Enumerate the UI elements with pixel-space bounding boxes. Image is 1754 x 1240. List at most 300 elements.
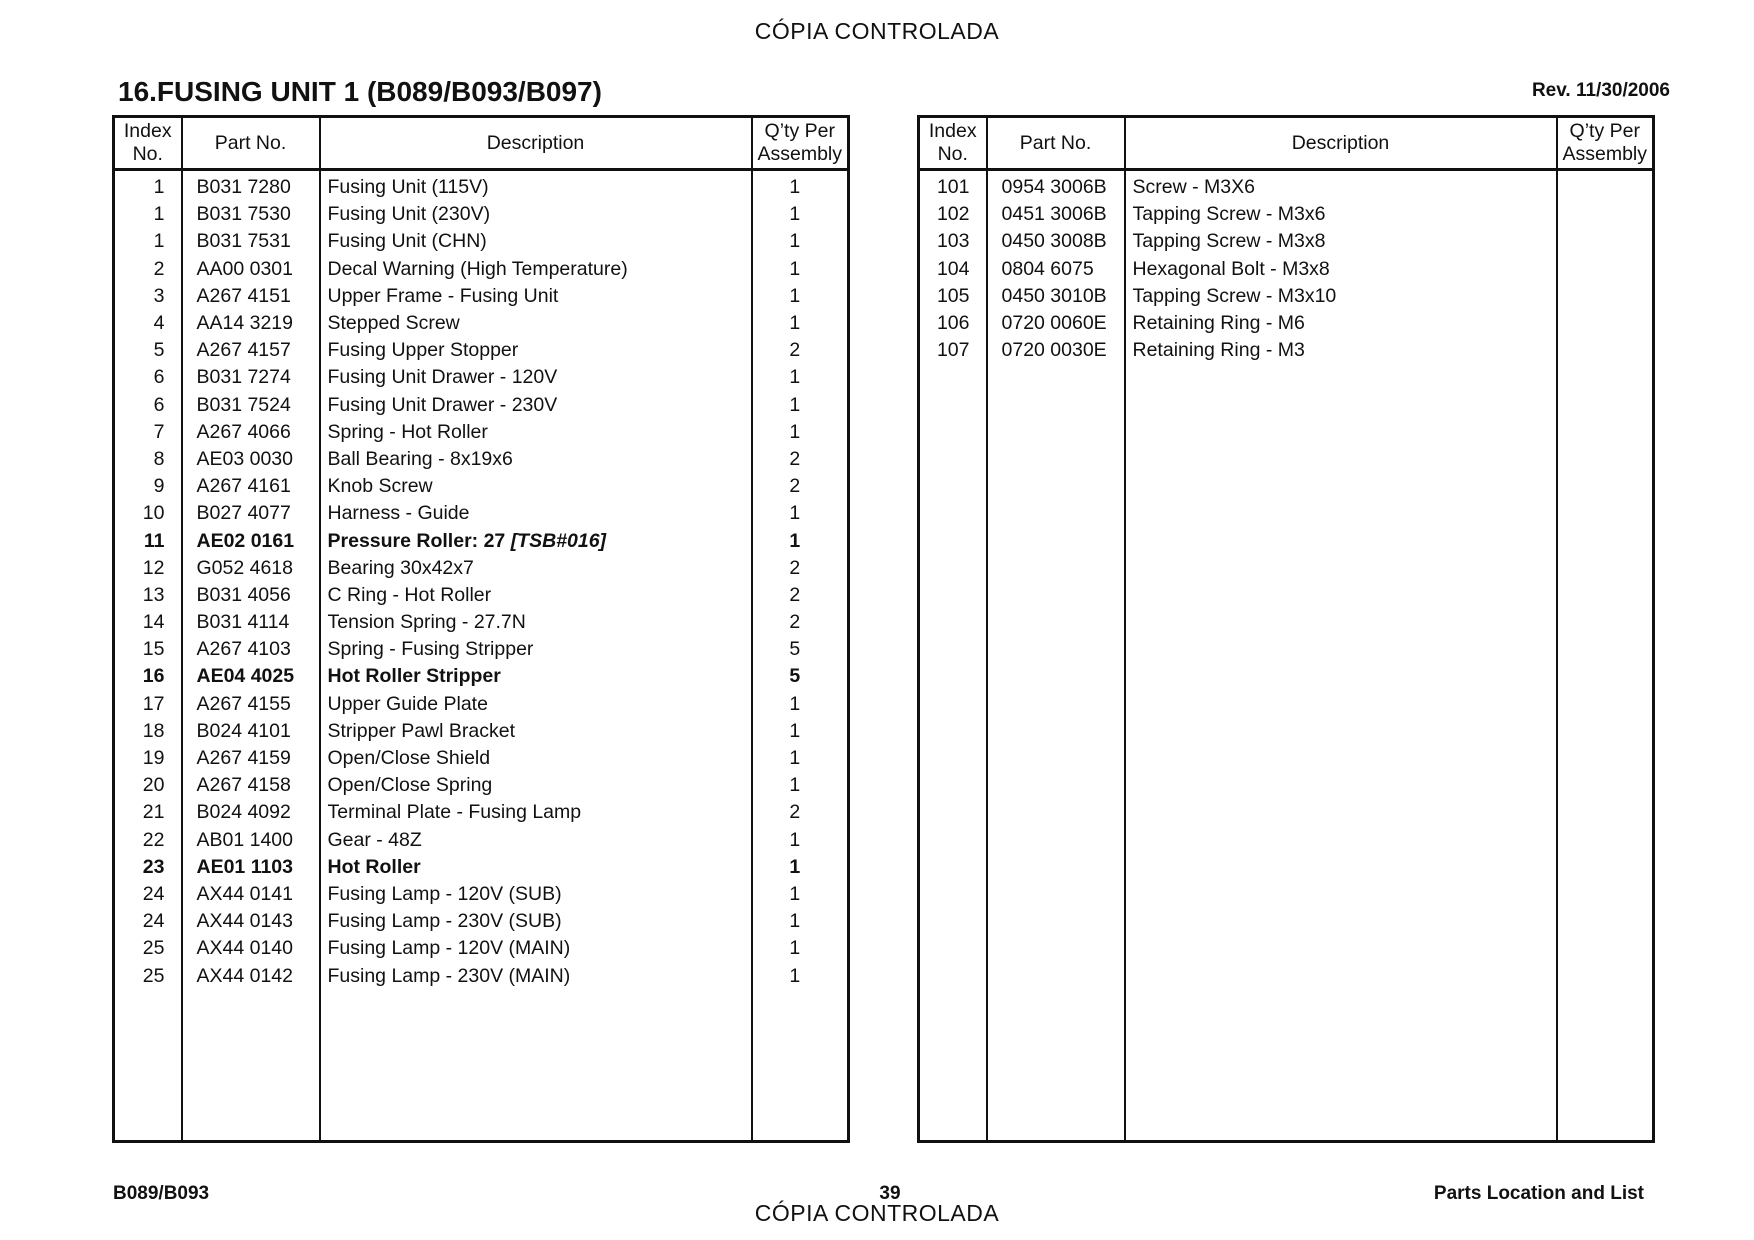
qty-cell-text: 1 <box>789 366 801 389</box>
qty-cell-text: 1 <box>789 719 801 742</box>
table-row <box>114 799 849 826</box>
part-number-cell <box>182 609 320 636</box>
index-cell-text: 6 <box>153 366 165 389</box>
part-number-cell <box>182 419 320 446</box>
empty-cell <box>114 990 182 1142</box>
description-cell-text: Spring - Fusing Stripper <box>327 638 534 661</box>
part-number-cell <box>987 283 1125 310</box>
description-cell-text: Tapping Screw - M3x6 <box>1132 203 1326 226</box>
index-cell <box>114 799 182 826</box>
index-cell <box>114 555 182 582</box>
part-number-cell <box>182 718 320 745</box>
header-description: Description <box>1125 117 1557 170</box>
table-row <box>114 745 849 772</box>
index-cell <box>114 827 182 854</box>
part-number-cell-text: AX44 0140 <box>196 937 294 960</box>
header-qty-line2: Assembly <box>757 143 843 165</box>
index-cell-text: 18 <box>142 719 165 742</box>
qty-cell <box>752 718 849 745</box>
part-number-cell <box>182 310 320 337</box>
description-cell-text: Fusing Lamp - 120V (SUB) <box>327 882 562 905</box>
part-number-cell <box>182 881 320 908</box>
qty-cell <box>752 201 849 228</box>
part-number-cell <box>182 854 320 881</box>
qty-cell <box>752 364 849 391</box>
index-cell <box>114 500 182 527</box>
description-cell-text: Open/Close Spring <box>327 774 493 797</box>
qty-cell <box>752 473 849 500</box>
table-row <box>919 337 1654 364</box>
table-row <box>919 228 1654 255</box>
qty-cell-text: 2 <box>789 339 801 362</box>
qty-cell <box>752 337 849 364</box>
index-cell-text: 5 <box>153 339 165 362</box>
qty-cell-text: 2 <box>789 556 801 579</box>
part-number-cell-text: B024 4092 <box>196 801 291 824</box>
index-cell <box>919 337 987 364</box>
description-cell <box>320 636 752 663</box>
description-cell <box>1125 283 1557 310</box>
index-cell <box>919 310 987 337</box>
index-cell <box>919 228 987 255</box>
description-cell-text: Fusing Lamp - 230V (SUB) <box>327 910 562 933</box>
description-cell-text: Fusing Unit (115V) <box>327 176 489 199</box>
part-number-cell-text: B031 7280 <box>196 176 291 199</box>
part-number-cell-text: AX44 0142 <box>196 964 294 987</box>
part-number-cell-text: AA00 0301 <box>196 257 294 280</box>
index-cell-text: 20 <box>142 774 165 797</box>
table-row <box>919 310 1654 337</box>
index-cell-text: 15 <box>142 638 165 661</box>
empty-cell <box>182 990 320 1142</box>
header-qty <box>1557 117 1654 170</box>
header-qty <box>752 117 849 170</box>
index-cell <box>114 473 182 500</box>
qty-cell <box>752 636 849 663</box>
description-cell <box>320 500 752 527</box>
description-cell-text: Screw - M3X6 <box>1132 176 1255 199</box>
description-cell <box>1125 228 1557 255</box>
part-number-cell-text: B031 7524 <box>196 393 291 416</box>
index-cell <box>114 527 182 554</box>
qty-cell <box>752 962 849 989</box>
description-cell <box>320 170 752 202</box>
qty-cell <box>1557 283 1654 310</box>
description-cell-text: Terminal Plate - Fusing Lamp <box>327 801 582 824</box>
part-number-cell <box>182 799 320 826</box>
description-cell <box>320 691 752 718</box>
qty-cell-text: 1 <box>789 312 801 335</box>
table-row <box>114 201 849 228</box>
part-number-cell-text: A267 4103 <box>196 638 291 661</box>
empty-cell <box>752 990 849 1142</box>
description-cell <box>1125 256 1557 283</box>
index-cell <box>114 419 182 446</box>
part-number-cell-text: AX44 0143 <box>196 910 294 933</box>
index-cell-text: 103 <box>936 230 970 253</box>
description-cell <box>320 718 752 745</box>
table-header-row <box>114 117 849 170</box>
table-row <box>919 283 1654 310</box>
qty-cell <box>752 935 849 962</box>
index-cell <box>114 256 182 283</box>
table-row <box>114 908 849 935</box>
table-row <box>114 337 849 364</box>
index-cell <box>114 283 182 310</box>
footer-model: B089/B093 <box>113 1183 210 1204</box>
description-cell <box>320 582 752 609</box>
index-cell <box>919 201 987 228</box>
table-row <box>114 392 849 419</box>
part-number-cell-text: B027 4077 <box>196 502 291 525</box>
description-cell <box>320 337 752 364</box>
part-number-cell <box>182 446 320 473</box>
header-index <box>919 117 987 170</box>
index-cell-text: 25 <box>142 937 165 960</box>
index-cell <box>919 170 987 202</box>
qty-cell-text: 1 <box>789 910 801 933</box>
table-row <box>114 881 849 908</box>
description-cell-text: Fusing Upper Stopper <box>327 339 519 362</box>
part-number-cell-text: 0450 3008B <box>1001 230 1107 253</box>
description-cell <box>320 256 752 283</box>
table-row <box>114 663 849 690</box>
description-cell <box>320 310 752 337</box>
qty-cell <box>752 500 849 527</box>
description-cell <box>320 283 752 310</box>
part-number-cell <box>987 170 1125 202</box>
index-cell <box>114 636 182 663</box>
description-cell <box>320 881 752 908</box>
part-number-cell-text: A267 4155 <box>196 692 291 715</box>
header-qty-line1: Q’ty Per <box>1569 120 1640 142</box>
qty-cell-text: 5 <box>789 665 801 688</box>
part-number-cell <box>987 201 1125 228</box>
part-number-cell <box>182 582 320 609</box>
description-cell-text: Hot Roller <box>327 855 421 878</box>
revision-date: Rev. 11/30/2006 <box>1531 80 1670 101</box>
description-cell <box>320 908 752 935</box>
table-row <box>114 364 849 391</box>
index-cell <box>114 228 182 255</box>
part-number-cell-text: AA14 3219 <box>196 312 294 335</box>
index-cell-text: 24 <box>142 910 165 933</box>
empty-filler-row <box>919 364 1654 1141</box>
description-cell <box>1125 201 1557 228</box>
empty-cell <box>919 364 987 1141</box>
qty-cell-text: 1 <box>789 529 801 552</box>
description-cell <box>320 827 752 854</box>
qty-cell <box>752 228 849 255</box>
part-number-cell-text: B031 4114 <box>196 611 290 634</box>
part-number-cell <box>182 256 320 283</box>
part-number-cell-text: A267 4159 <box>196 747 291 770</box>
description-cell <box>320 555 752 582</box>
index-cell-text: 3 <box>153 284 165 307</box>
qty-cell-text: 2 <box>789 475 801 498</box>
index-cell-text: 9 <box>153 475 165 498</box>
description-cell-text: Tension Spring - 27.7N <box>327 611 526 634</box>
qty-cell <box>752 256 849 283</box>
qty-cell-text: 1 <box>789 964 801 987</box>
description-cell <box>1125 170 1557 202</box>
description-cell-text: Fusing Unit Drawer - 230V <box>327 393 558 416</box>
index-cell <box>114 935 182 962</box>
index-cell-text: 6 <box>153 393 165 416</box>
table-row <box>114 772 849 799</box>
table-row <box>114 935 849 962</box>
description-cell <box>320 201 752 228</box>
index-cell <box>114 201 182 228</box>
part-number-cell-text: B031 7274 <box>196 366 291 389</box>
part-number-cell-text: 0804 6075 <box>1001 257 1094 280</box>
qty-cell <box>1557 256 1654 283</box>
empty-cell <box>1125 364 1557 1141</box>
description-cell <box>1125 310 1557 337</box>
header-index-line1: Index <box>928 120 977 142</box>
watermark-bottom: CÓPIA CONTROLADA <box>754 1200 1000 1226</box>
description-cell-text: Hexagonal Bolt - M3x8 <box>1132 257 1330 280</box>
index-cell <box>114 745 182 772</box>
index-cell-text: 7 <box>153 420 165 443</box>
description-cell <box>320 527 752 554</box>
part-number-cell <box>987 228 1125 255</box>
index-cell <box>114 582 182 609</box>
qty-cell <box>752 609 849 636</box>
part-number-cell-text: 0720 0030E <box>1001 339 1107 362</box>
description-cell-text: Decal Warning (High Temperature) <box>327 257 628 280</box>
index-cell <box>114 881 182 908</box>
table-row <box>919 256 1654 283</box>
qty-cell-text: 1 <box>789 882 801 905</box>
index-cell-text: 1 <box>153 230 165 253</box>
description-cell <box>320 364 752 391</box>
part-number-cell-text: AE03 0030 <box>196 447 294 470</box>
index-cell-text: 25 <box>142 964 165 987</box>
index-cell-text: 14 <box>142 611 165 634</box>
index-cell <box>114 609 182 636</box>
qty-cell <box>1557 228 1654 255</box>
qty-cell <box>752 419 849 446</box>
index-cell <box>114 170 182 202</box>
index-cell-text: 11 <box>143 529 165 552</box>
description-cell-text: Spring - Hot Roller <box>327 420 488 443</box>
empty-cell <box>320 990 752 1142</box>
table-row <box>114 582 849 609</box>
part-number-cell-text: A267 4157 <box>196 339 291 362</box>
part-number-cell <box>987 310 1125 337</box>
description-cell <box>320 854 752 881</box>
description-cell <box>1125 337 1557 364</box>
table-row <box>919 201 1654 228</box>
table-row <box>114 500 849 527</box>
qty-cell <box>752 392 849 419</box>
table-header-row <box>919 117 1654 170</box>
footer-section: Parts Location and List <box>1433 1183 1644 1204</box>
header-index-line2: No. <box>132 143 163 165</box>
qty-cell <box>752 881 849 908</box>
index-cell <box>114 663 182 690</box>
index-cell <box>114 392 182 419</box>
qty-cell <box>1557 170 1654 202</box>
description-cell-text: Fusing Unit (230V) <box>327 203 491 226</box>
description-cell-text: Bearing 30x42x7 <box>327 556 474 579</box>
index-cell-text: 22 <box>142 828 165 851</box>
index-cell-text: 104 <box>936 257 970 280</box>
part-number-cell <box>182 170 320 202</box>
part-number-cell <box>182 827 320 854</box>
qty-cell-text: 1 <box>789 203 801 226</box>
index-cell-text: 1 <box>153 203 165 226</box>
table-row <box>114 310 849 337</box>
part-number-cell <box>182 527 320 554</box>
index-cell-text: 12 <box>142 556 165 579</box>
description-cell <box>320 609 752 636</box>
description-cell-text: Knob Screw <box>327 475 433 498</box>
part-number-cell <box>182 663 320 690</box>
index-cell <box>114 718 182 745</box>
watermark-top: CÓPIA CONTROLADA <box>754 18 1000 44</box>
part-number-cell <box>182 691 320 718</box>
table-row <box>114 419 849 446</box>
qty-cell-text: 2 <box>789 611 801 634</box>
index-cell-text: 106 <box>936 312 970 335</box>
description-cell-text: Fusing Unit (CHN) <box>327 230 487 253</box>
part-number-cell <box>182 337 320 364</box>
table-row <box>114 691 849 718</box>
index-cell <box>919 256 987 283</box>
qty-cell <box>1557 310 1654 337</box>
parts-table-right <box>917 115 1655 1143</box>
header-qty-line1: Q’ty Per <box>764 120 835 142</box>
qty-cell-text: 2 <box>789 583 801 606</box>
description-cell-text: Fusing Lamp - 120V (MAIN) <box>327 937 571 960</box>
index-cell-text: 4 <box>153 312 165 335</box>
index-cell-text: 21 <box>142 801 165 824</box>
tsb-note: [TSB#016] <box>510 529 607 552</box>
description-cell <box>320 799 752 826</box>
description-cell-text: Tapping Screw - M3x10 <box>1132 284 1337 307</box>
table-row <box>114 228 849 255</box>
index-cell <box>114 854 182 881</box>
empty-cell <box>1557 364 1654 1141</box>
qty-cell <box>752 772 849 799</box>
part-number-cell <box>182 772 320 799</box>
qty-cell <box>1557 201 1654 228</box>
table-row <box>114 827 849 854</box>
qty-cell <box>752 799 849 826</box>
part-number-cell <box>182 636 320 663</box>
part-number-cell <box>182 908 320 935</box>
index-cell-text: 2 <box>153 257 165 280</box>
header-qty-line2: Assembly <box>1562 143 1648 165</box>
qty-cell-text: 1 <box>789 230 801 253</box>
table-row <box>114 854 849 881</box>
part-number-cell <box>182 962 320 989</box>
description-cell-text: Tapping Screw - M3x8 <box>1132 230 1326 253</box>
description-cell <box>320 228 752 255</box>
table-row <box>919 170 1654 202</box>
qty-cell-text: 1 <box>789 257 801 280</box>
header-part-no: Part No. <box>987 117 1125 170</box>
qty-cell-text: 1 <box>789 393 801 416</box>
qty-cell <box>752 663 849 690</box>
table-row <box>114 527 849 554</box>
part-number-cell <box>182 500 320 527</box>
part-number-cell <box>182 555 320 582</box>
qty-cell-text: 1 <box>789 937 801 960</box>
index-cell-text: 16 <box>142 665 165 688</box>
index-cell-text: 24 <box>142 882 165 905</box>
qty-cell-text: 1 <box>789 747 801 770</box>
part-number-cell <box>182 201 320 228</box>
qty-cell-text: 1 <box>789 855 801 878</box>
description-cell <box>320 663 752 690</box>
index-cell-text: 17 <box>142 692 165 715</box>
table-row <box>114 256 849 283</box>
part-number-cell-text: AE02 0161 <box>196 529 295 552</box>
qty-cell <box>752 170 849 202</box>
qty-cell <box>752 745 849 772</box>
index-cell <box>114 962 182 989</box>
table-row <box>114 636 849 663</box>
part-number-cell-text: B031 7530 <box>196 203 291 226</box>
qty-cell <box>752 527 849 554</box>
part-number-cell-text: A267 4161 <box>196 475 291 498</box>
qty-cell <box>752 310 849 337</box>
description-cell-text: Fusing Unit Drawer - 120V <box>327 366 558 389</box>
table-row <box>114 962 849 989</box>
qty-cell <box>752 854 849 881</box>
part-number-cell-text: G052 4618 <box>196 556 294 579</box>
table-row <box>114 609 849 636</box>
header-description: Description <box>320 117 752 170</box>
description-cell-text: Retaining Ring - M3 <box>1132 339 1305 362</box>
part-number-cell-text: B031 4056 <box>196 583 291 606</box>
part-number-cell-text: A267 4066 <box>196 420 291 443</box>
qty-cell <box>752 582 849 609</box>
qty-cell <box>752 283 849 310</box>
part-number-cell-text: 0954 3006B <box>1001 176 1107 199</box>
description-cell <box>320 419 752 446</box>
part-number-cell <box>182 364 320 391</box>
part-number-cell-text: AX44 0141 <box>196 882 294 905</box>
part-number-cell-text: AE04 4025 <box>196 665 295 688</box>
index-cell-text: 13 <box>142 583 165 606</box>
description-cell-text: Open/Close Shield <box>327 747 491 770</box>
part-number-cell <box>182 745 320 772</box>
qty-cell <box>752 446 849 473</box>
qty-cell <box>752 827 849 854</box>
description-cell <box>320 473 752 500</box>
header-part-no: Part No. <box>182 117 320 170</box>
part-number-cell-text: B031 7531 <box>196 230 291 253</box>
part-number-cell <box>182 228 320 255</box>
header-index-line2: No. <box>937 143 968 165</box>
table-row <box>114 170 849 202</box>
description-cell <box>320 772 752 799</box>
part-number-cell <box>182 283 320 310</box>
table-row <box>114 718 849 745</box>
parts-table-left <box>112 115 850 1143</box>
index-cell <box>919 283 987 310</box>
index-cell <box>114 364 182 391</box>
qty-cell <box>1557 337 1654 364</box>
index-cell-text: 1 <box>153 176 165 199</box>
part-number-cell-text: AB01 1400 <box>196 828 294 851</box>
page-title: 16.FUSING UNIT 1 (B089/B093/B097) <box>118 76 602 107</box>
description-cell-text: Hot Roller Stripper <box>327 665 501 688</box>
